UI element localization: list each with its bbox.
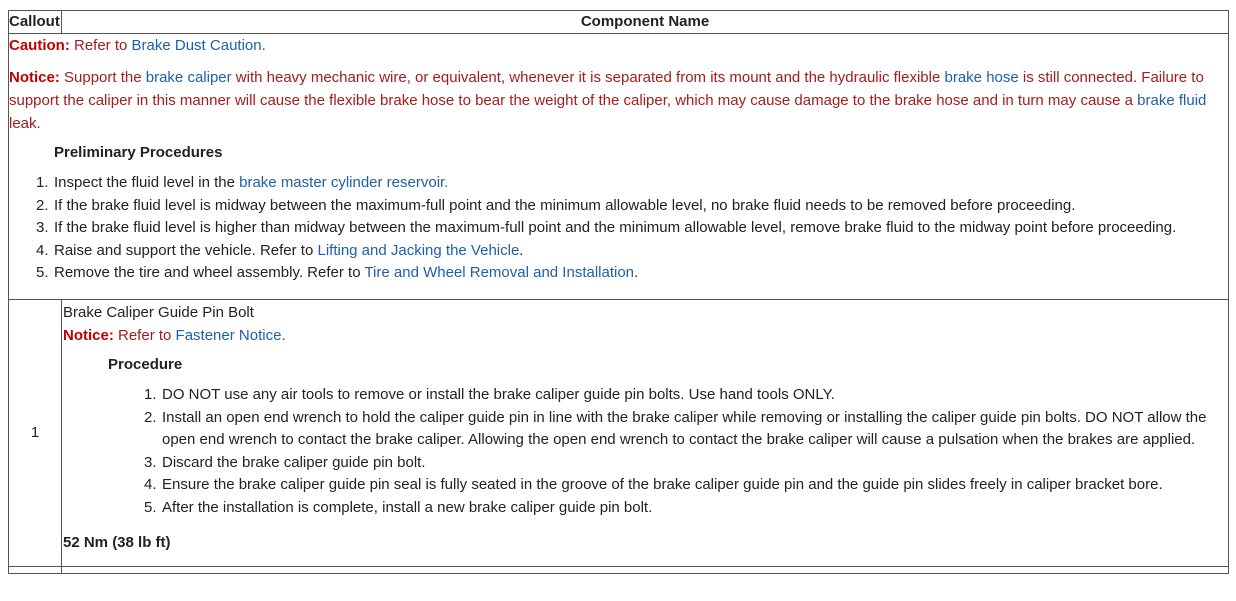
brake-master-cylinder-reservoir-link[interactable]: brake master cylinder reservoir <box>239 174 445 191</box>
step-number: 1. <box>36 174 49 191</box>
caution-line <box>9 34 1228 57</box>
fastener-notice-line <box>63 324 1228 347</box>
list-item <box>144 407 1228 452</box>
preliminary-steps-list <box>9 172 1228 299</box>
table-row <box>9 566 1229 573</box>
list-item <box>36 195 1228 218</box>
list-item <box>36 262 1228 299</box>
component-name: Brake Caliper Guide Pin Bolt <box>63 303 254 321</box>
step-text: If the brake fluid level is higher than midway between the maximum-full point and the minimum allowable level, remove brake fluid to the midway point before proceeding. <box>54 219 1177 237</box>
list-item <box>144 384 1228 407</box>
notice-text: is still connected. Failure to support the caliper in this manner will cause the flexible brake hose to bear the weight of the caliper, which may cause damage to the brake hose and in turn may cause a <box>9 69 1204 109</box>
step-text: DO NOT use any air tools to remove or install the brake caliper guide pin bolts. Use hand tools ONLY. <box>162 385 835 403</box>
brake-dust-caution-link[interactable]: Brake Dust Caution <box>131 37 262 54</box>
list-item <box>36 240 1228 263</box>
notice-label: Notice: <box>9 69 60 86</box>
step-end: . <box>444 174 449 191</box>
preamble-cell <box>9 34 1229 300</box>
table-row <box>9 299 1229 566</box>
step-number: 3. <box>36 219 49 237</box>
step-text: Remove the tire and wheel assembly. Refer to <box>54 264 365 282</box>
step-number: 4. <box>36 241 49 259</box>
component-name-column-header: Component Name <box>62 11 1229 34</box>
notice-paragraph <box>9 66 1228 135</box>
procedure-steps-list <box>63 384 1228 520</box>
step-end: . <box>634 264 639 282</box>
caution-label: Caution: <box>9 37 70 54</box>
step-end: . <box>519 241 524 259</box>
tire-and-wheel-removal-link[interactable]: Tire and Wheel Removal and Installation <box>364 264 635 282</box>
step-text: Inspect the fluid level in the <box>54 174 240 191</box>
notice-text: with heavy mechanic wire, or equivalent, whenever it is separated from its mount and the hydraulic flexible <box>231 69 945 86</box>
step-number: 1. <box>144 385 157 403</box>
step-text: Ensure the brake caliper guide pin seal is fully seated in the groove of the brake caliper guide pin and the guide pin slides freely in caliper bracket bore. <box>162 476 1163 494</box>
step-number: 3. <box>144 453 157 471</box>
caution-end: . <box>261 37 266 54</box>
callout-number <box>9 566 62 573</box>
brake-caliper-link[interactable]: brake caliper <box>145 69 232 86</box>
step-number: 5. <box>144 498 157 516</box>
callout-column-header: Callout <box>9 11 62 34</box>
callout-number: 1 <box>9 299 62 566</box>
component-cell <box>62 299 1229 566</box>
step-text: Install an open end wrench to hold the caliper guide pin in line with the brake caliper while removing or installing the caliper guide pin bolts. DO NOT allow the open end wrench to contact the brake caliper. Allowing the open end wrench to contact the brake caliper will cause a pulsation when the brakes are applied. <box>162 408 1207 449</box>
brake-hose-link[interactable]: brake hose <box>944 69 1019 86</box>
torque-spec: 52 Nm (38 lb ft) <box>63 533 171 551</box>
step-number: 2. <box>36 196 49 214</box>
list-item <box>36 172 1228 195</box>
notice-end: . <box>281 326 286 344</box>
step-text: After the installation is complete, install a new brake caliper guide pin bolt. <box>162 498 653 516</box>
brake-fluid-link[interactable]: brake fluid <box>1137 92 1207 109</box>
preliminary-procedures-heading: Preliminary Procedures <box>54 144 223 161</box>
notice-text: leak. <box>9 115 41 132</box>
component-cell <box>62 566 1229 573</box>
preamble-row <box>9 34 1229 300</box>
notice-text: Refer to <box>113 326 176 344</box>
notice-text: Support the <box>59 69 146 86</box>
caution-text: Refer to <box>69 37 132 54</box>
step-text: Discard the brake caliper guide pin bolt. <box>162 453 426 471</box>
step-number: 5. <box>36 264 49 282</box>
step-number: 2. <box>144 408 157 426</box>
step-text: Raise and support the vehicle. Refer to <box>54 241 318 259</box>
table-header-row <box>9 11 1229 34</box>
list-item <box>144 452 1228 475</box>
list-item <box>144 497 1228 520</box>
notice-label: Notice: <box>63 326 114 344</box>
lifting-and-jacking-link[interactable]: Lifting and Jacking the Vehicle <box>317 241 520 259</box>
procedure-table <box>8 10 1229 574</box>
step-text: If the brake fluid level is midway between the maximum-full point and the minimum allowable level, no brake fluid needs to be removed before proceeding. <box>54 196 1076 214</box>
step-number: 4. <box>144 476 157 494</box>
list-item <box>36 217 1228 240</box>
fastener-notice-link[interactable]: Fastener Notice <box>175 326 282 344</box>
list-item <box>144 474 1228 497</box>
procedure-heading: Procedure <box>108 355 183 373</box>
